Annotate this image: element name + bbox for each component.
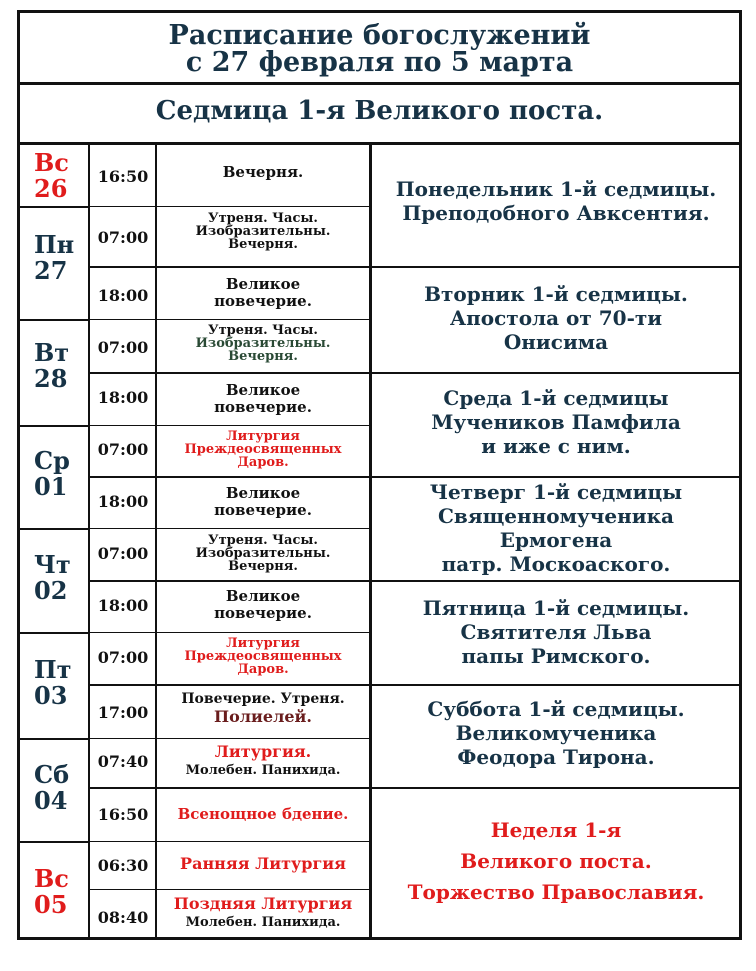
feast-separator [371, 787, 741, 789]
service-line: Преждеосвященных [184, 649, 342, 664]
service-line: Полиелей. [213, 707, 312, 726]
day-number: 01 [34, 472, 68, 501]
row-separator [89, 425, 370, 426]
service-line: Молебен. Панихида. [185, 915, 341, 930]
row-separator [89, 787, 370, 789]
service-line: Преждеосвященных [184, 442, 342, 457]
day-thu-02 [20, 552, 89, 604]
service-name [157, 212, 369, 251]
feast-separator [371, 684, 741, 686]
day-number: 05 [34, 890, 68, 919]
feast-line: Священномученика [438, 504, 674, 528]
day-fri-03 [20, 657, 89, 709]
day-abbr: Пн [34, 230, 75, 259]
service-line: Утреня. Часы. [208, 211, 318, 226]
service-name [157, 534, 369, 573]
feast-line: папы Римского. [461, 644, 651, 668]
day-separator [20, 841, 89, 843]
day-abbr: Чт [34, 550, 71, 579]
feast-fri [372, 596, 740, 668]
day-number: 27 [34, 256, 68, 285]
day-number: 28 [34, 364, 68, 393]
service-name [157, 855, 369, 872]
day-tue-28 [20, 340, 89, 392]
row-separator [89, 738, 370, 739]
feast-separator [371, 372, 741, 374]
service-time: 08:40 [97, 908, 149, 927]
row-separator [89, 684, 370, 686]
day-abbr: Пт [34, 655, 72, 684]
feast-separator [371, 266, 741, 268]
feast-line: и иже с ним. [481, 434, 631, 458]
row-separator [89, 580, 370, 582]
service-line: Великое [225, 484, 301, 502]
service-line: Всенощное бдение. [177, 805, 349, 823]
day-sat-04 [20, 762, 89, 814]
service-time: 07:00 [97, 648, 149, 667]
service-line: повечерие. [214, 501, 312, 519]
service-name [157, 691, 369, 725]
feast-line: Четверг 1-й седмицы [429, 480, 683, 504]
service-line: повечерие. [214, 604, 312, 622]
service-name [157, 276, 369, 310]
service-line: Повечерие. Утреня. [181, 691, 345, 707]
feast-thu [372, 480, 740, 576]
day-separator [20, 738, 89, 740]
service-time: 07:00 [97, 228, 149, 247]
service-name [157, 894, 369, 931]
service-time: 18:00 [97, 596, 149, 615]
feast-tue [372, 282, 740, 354]
feast-line: Торжество Православия. [407, 880, 705, 904]
service-time: 18:00 [97, 286, 149, 305]
feast-line: Ермогена [499, 528, 613, 552]
service-line: Поздняя Литургия [173, 894, 353, 913]
service-line: Великое [225, 275, 301, 293]
service-name [157, 164, 369, 181]
feast-wed [372, 386, 740, 458]
schedule-title-line2: с 27 февраля по 5 марта [185, 47, 574, 78]
feast-line: Святителя Льва [460, 620, 652, 644]
feast-mon [372, 177, 740, 225]
service-name [157, 485, 369, 519]
service-line: Ранняя Литургия [180, 854, 346, 873]
service-name [157, 806, 369, 823]
service-time: 18:00 [97, 492, 149, 511]
feast-line: Апостола от 70-ти [449, 306, 663, 330]
row-separator [89, 372, 370, 374]
service-time: 17:00 [97, 703, 149, 722]
day-number: 03 [34, 681, 68, 710]
service-line: Литургия [226, 429, 300, 444]
schedule-frame [17, 10, 742, 940]
day-wed-01 [20, 448, 89, 500]
service-time: 06:30 [97, 856, 149, 875]
row-separator [89, 528, 370, 529]
service-name [157, 324, 369, 363]
service-name [157, 430, 369, 469]
feast-line: Преподобного Авксентия. [402, 201, 710, 225]
row-separator [89, 319, 370, 320]
day-mon-27 [20, 232, 89, 284]
service-line: Изобразительны. [195, 224, 331, 239]
feast-line: Великомученика [455, 721, 657, 745]
service-line: Вечерня. [222, 163, 304, 181]
service-line: Литургия. [214, 742, 312, 761]
service-line: Великое [225, 587, 301, 605]
day-number: 04 [34, 786, 68, 815]
service-line: Утреня. Часы. [208, 533, 318, 548]
row-separator [89, 206, 370, 207]
service-line: Вечерня. [228, 559, 298, 574]
service-time: 07:00 [97, 338, 149, 357]
service-line: Вечерня. [228, 349, 298, 364]
row-separator [89, 476, 370, 478]
day-separator [20, 528, 89, 530]
row-separator [89, 632, 370, 633]
day-abbr: Вс [34, 148, 69, 177]
day-abbr: Вт [34, 338, 70, 367]
service-line: повечерие. [214, 398, 312, 416]
feast-line: патр. Москоаского. [441, 552, 671, 576]
service-line: Великое [225, 381, 301, 399]
feast-separator [371, 580, 741, 582]
service-line: повечерие. [214, 292, 312, 310]
day-abbr: Вс [34, 864, 69, 893]
day-abbr: Ср [34, 446, 70, 475]
service-name [157, 382, 369, 416]
service-line: Литургия [226, 636, 300, 651]
feast-line: Мучеников Памфила [431, 410, 681, 434]
row-separator [89, 266, 370, 268]
feast-line: Пятница 1-й седмицы. [422, 596, 690, 620]
service-line: Молебен. Панихида. [185, 763, 341, 778]
feast-line: Онисима [503, 330, 609, 354]
feast-line: Феодора Тирона. [457, 745, 655, 769]
service-line: Даров. [237, 455, 289, 470]
row-separator [89, 841, 370, 842]
service-name [157, 588, 369, 622]
day-sun-26 [20, 150, 89, 202]
feast-line: Великого поста. [460, 849, 652, 873]
day-number: 02 [34, 576, 68, 605]
day-abbr: Сб [34, 760, 70, 789]
day-separator [20, 632, 89, 634]
feast-line: Неделя 1-я [490, 818, 622, 842]
service-name [157, 637, 369, 676]
day-number: 26 [34, 174, 68, 203]
service-time: 16:50 [97, 805, 149, 824]
service-time: 07:00 [97, 544, 149, 563]
service-time: 07:00 [97, 440, 149, 459]
day-separator [20, 206, 89, 208]
service-line: Изобразительны. [195, 336, 331, 351]
service-time: 16:50 [97, 167, 149, 186]
service-line: Вечерня. [228, 237, 298, 252]
feast-sunday [372, 815, 740, 908]
feast-line: Среда 1-й седмицы [443, 386, 669, 410]
feast-line: Суббота 1-й седмицы. [427, 697, 685, 721]
schedule-header [17, 10, 742, 85]
service-line: Утреня. Часы. [208, 323, 318, 338]
feast-line: Вторник 1-й седмицы. [424, 282, 688, 306]
schedule-title-line1: Расписание богослужений [168, 20, 591, 51]
service-time: 18:00 [97, 388, 149, 407]
row-separator [89, 889, 370, 890]
feast-sat [372, 697, 740, 769]
day-separator [20, 425, 89, 427]
service-time: 07:40 [97, 752, 149, 771]
feast-separator [371, 476, 741, 478]
day-sun-05 [20, 866, 89, 918]
feast-line: Понедельник 1-й седмицы. [395, 177, 717, 201]
day-separator [20, 319, 89, 321]
service-line: Даров. [237, 662, 289, 677]
week-title: Седмица 1-я Великого поста. [17, 85, 742, 145]
service-name [157, 742, 369, 779]
service-line: Изобразительны. [195, 546, 331, 561]
